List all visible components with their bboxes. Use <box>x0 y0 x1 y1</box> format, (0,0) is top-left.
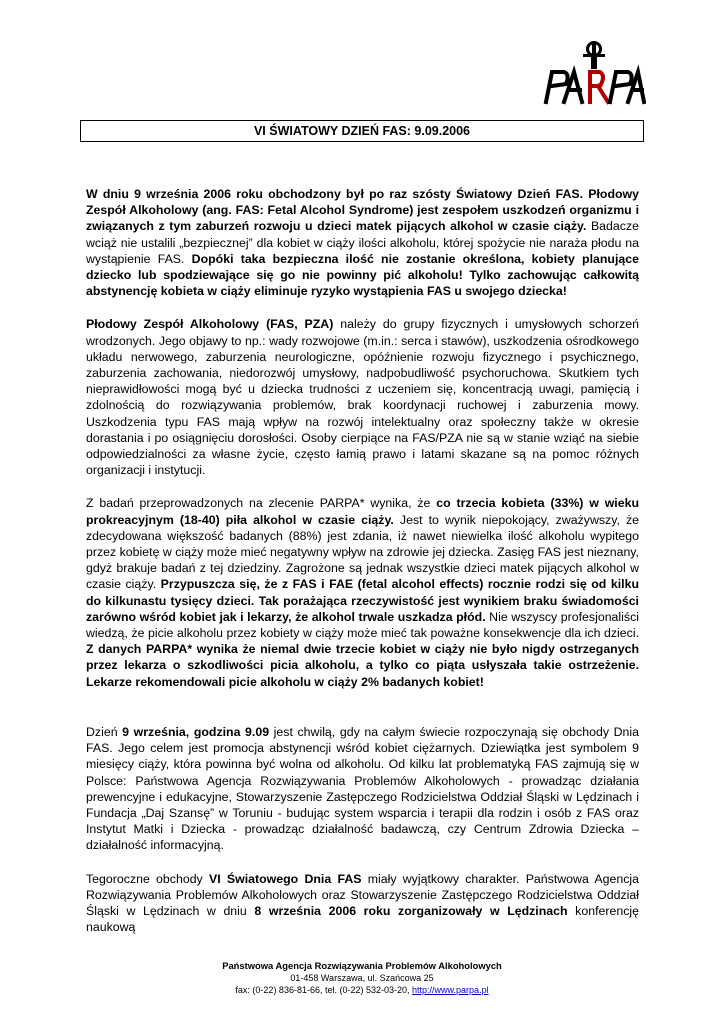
footer-address: 01-458 Warszawa, ul. Szańcowa 25 <box>290 973 434 983</box>
website-link[interactable]: http://www.parpa.pl <box>412 985 489 995</box>
footer <box>100 960 624 996</box>
page-title: VI ŚWIATOWY DZIEŃ FAS: 9.09.2006 <box>80 120 644 142</box>
footer-contact: fax: (0-22) 836-81-66, tel. (0-22) 532-03-20, http://www.parpa.pl <box>235 985 489 995</box>
logo-emblem-icon <box>583 41 605 69</box>
paragraph-celebrations: Tegoroczne obchody VI Światowego Dnia FAS miały wyjątkowy charakter. Państwowa Agencja Rozwiązywania Problemów Alkoholowych oraz Stowarzyszenie Zastępczego Rodzicielstwa Oddział Śląski w Lędzinach w dniu 8 września 2006 roku zorganizowały w Lędzinach konferencję naukową <box>86 871 639 935</box>
paragraph-intro: W dniu 9 września 2006 roku obchodzony był po raz szósty Światowy Dzień FAS. Płodowy Zespół Alkoholowy (ang. FAS: Fetal Alcohol Syndrome) jest zespołem uszkodzeń organizmu i związanych z tym zaburzeń rozwoju u dzieci matek pijących alkohol w czasie ciąży. Badacze wciąż nie ustalili „bezpiecznej” dla kobiet w ciąży ilości alkoholu, której spożycie nie naraża płodu na wystąpienie FAS. Dopóki taka bezpieczna ilość nie zostanie określona, kobiety planujące dziecko lub spodziewające się go nie powinny pić alkoholu! Tylko zachowując całkowitą abstynencję kobieta w ciąży eliminuje ryzyko wystąpienia FAS u swojego dziecka! <box>86 187 639 299</box>
paragraph-fas-definition: Płodowy Zespół Alkoholowy (FAS, PZA) należy do grupy fizycznych i umysłowych schorzeń wrodzonych. Jego objawy to np.: wady rozwojowe (m.in.: serca i stawów), uszkodzenia ośrodkowego układu nerwowego, zaburzenia neurologiczne, opóźnienie rozwoju fizycznego i psychicznego, zaburzenia zachowania, niedorozwój umysłowy, nadpobudliwość psychoruchowa. Skutkiem tych nieprawidłowości mogą być u dziecka trudności z uczeniem się, koncentracją uwagi, pamięcią i zdolnością do rozwiązywania problemów, brak koordynacji ruchowej i zaburzenia mowy. Uszkodzenia typu FAS mają wpływ na rozwój intelektualny oraz społeczny także w okresie dorastania i po osiągnięciu dorosłości. Osoby cierpiące na FAS/PZA nie są w stanie wziąć na siebie odpowiedzialności za własne życie, często łamią prawo i latami skazane są na pomoc różnych organizacji i instytucji. <box>86 317 640 478</box>
logo-lettering <box>546 72 644 102</box>
paragraph-research: Z badań przeprowadzonych na zlecenie PARPA* wynika, że co trzecia kobieta (33%) w wieku prokreacyjnym (18-40) piła alkohol w czasie ciąży. Jest to wynik niepokojący, zważywszy, że zdecydowana większość badanych (88%) jest zdania, iż nawet niewielka ilość alkoholu wypitego przez kobietę w ciąży może mieć negatywny wpływ na zdrowie jej dziecka. Zasięg FAS jest nieznany, gdyż brakuje badań z tej dziedziny. Zagrożone są jednak wszystkie dzieci matek pijących alkohol w czasie ciąży. Przypuszcza się, że z FAS i FAE (fetal alcohol effects) rocznie rodzi się od kilku do kilkunastu tysięcy dzieci. Tak porażająca rzeczywistość jest wynikiem braku świadomości zarówno wśród kobiet jak i lekarzy, że alkohol trwale uszkadza płód. Nie wszyscy profesjonaliści wiedzą, że picie alkoholu przez kobiety w ciąży może mieć tak poważne konsekwencje dla ich dzieci. Z danych PARPA* wynika że niemal dwie trzecie kobiet w ciąży nie było nigdy ostrzeganych przez lekarza o szkodliwości picia alkoholu, a tylko co piąta usłyszała takie ostrzeżenie. Lekarze rekomendowali picie alkoholu w ciąży 2% badanych kobiet! <box>86 496 639 689</box>
article-body <box>86 186 639 952</box>
footer-organization: Państwowa Agencja Rozwiązywania Problemów Alkoholowych <box>222 960 502 971</box>
parpa-logo <box>538 40 646 106</box>
paragraph-fas-day: Dzień 9 września, godzina 9.09 jest chwilą, gdy na całym świecie rozpoczynają się obchody Dnia FAS. Jego celem jest promocja abstynencji wśród kobiet ciężarnych. Dziewiątka jest symbolem 9 miesięcy ciąży, która powinna być wolna od alkoholu. Od kilku lat problematyką FAS zajmują się w Polsce: Państwowa Agencja Rozwiązywania Problemów Alkoholowych - prowadząc działania prewencyjne i edukacyjne, Stowarzyszenie Zastępczego Rodzicielstwa Oddział Śląski w Lędzinach i Fundacja „Daj Szansę” w Toruniu - budując system wsparcia i terapii dla rodzin i osób z FAS oraz Instytut Matki i Dziecka - prowadząc działalność badawczą, czy Centrum Zdrowia Dziecka – działalność informacyjną. <box>86 724 639 853</box>
